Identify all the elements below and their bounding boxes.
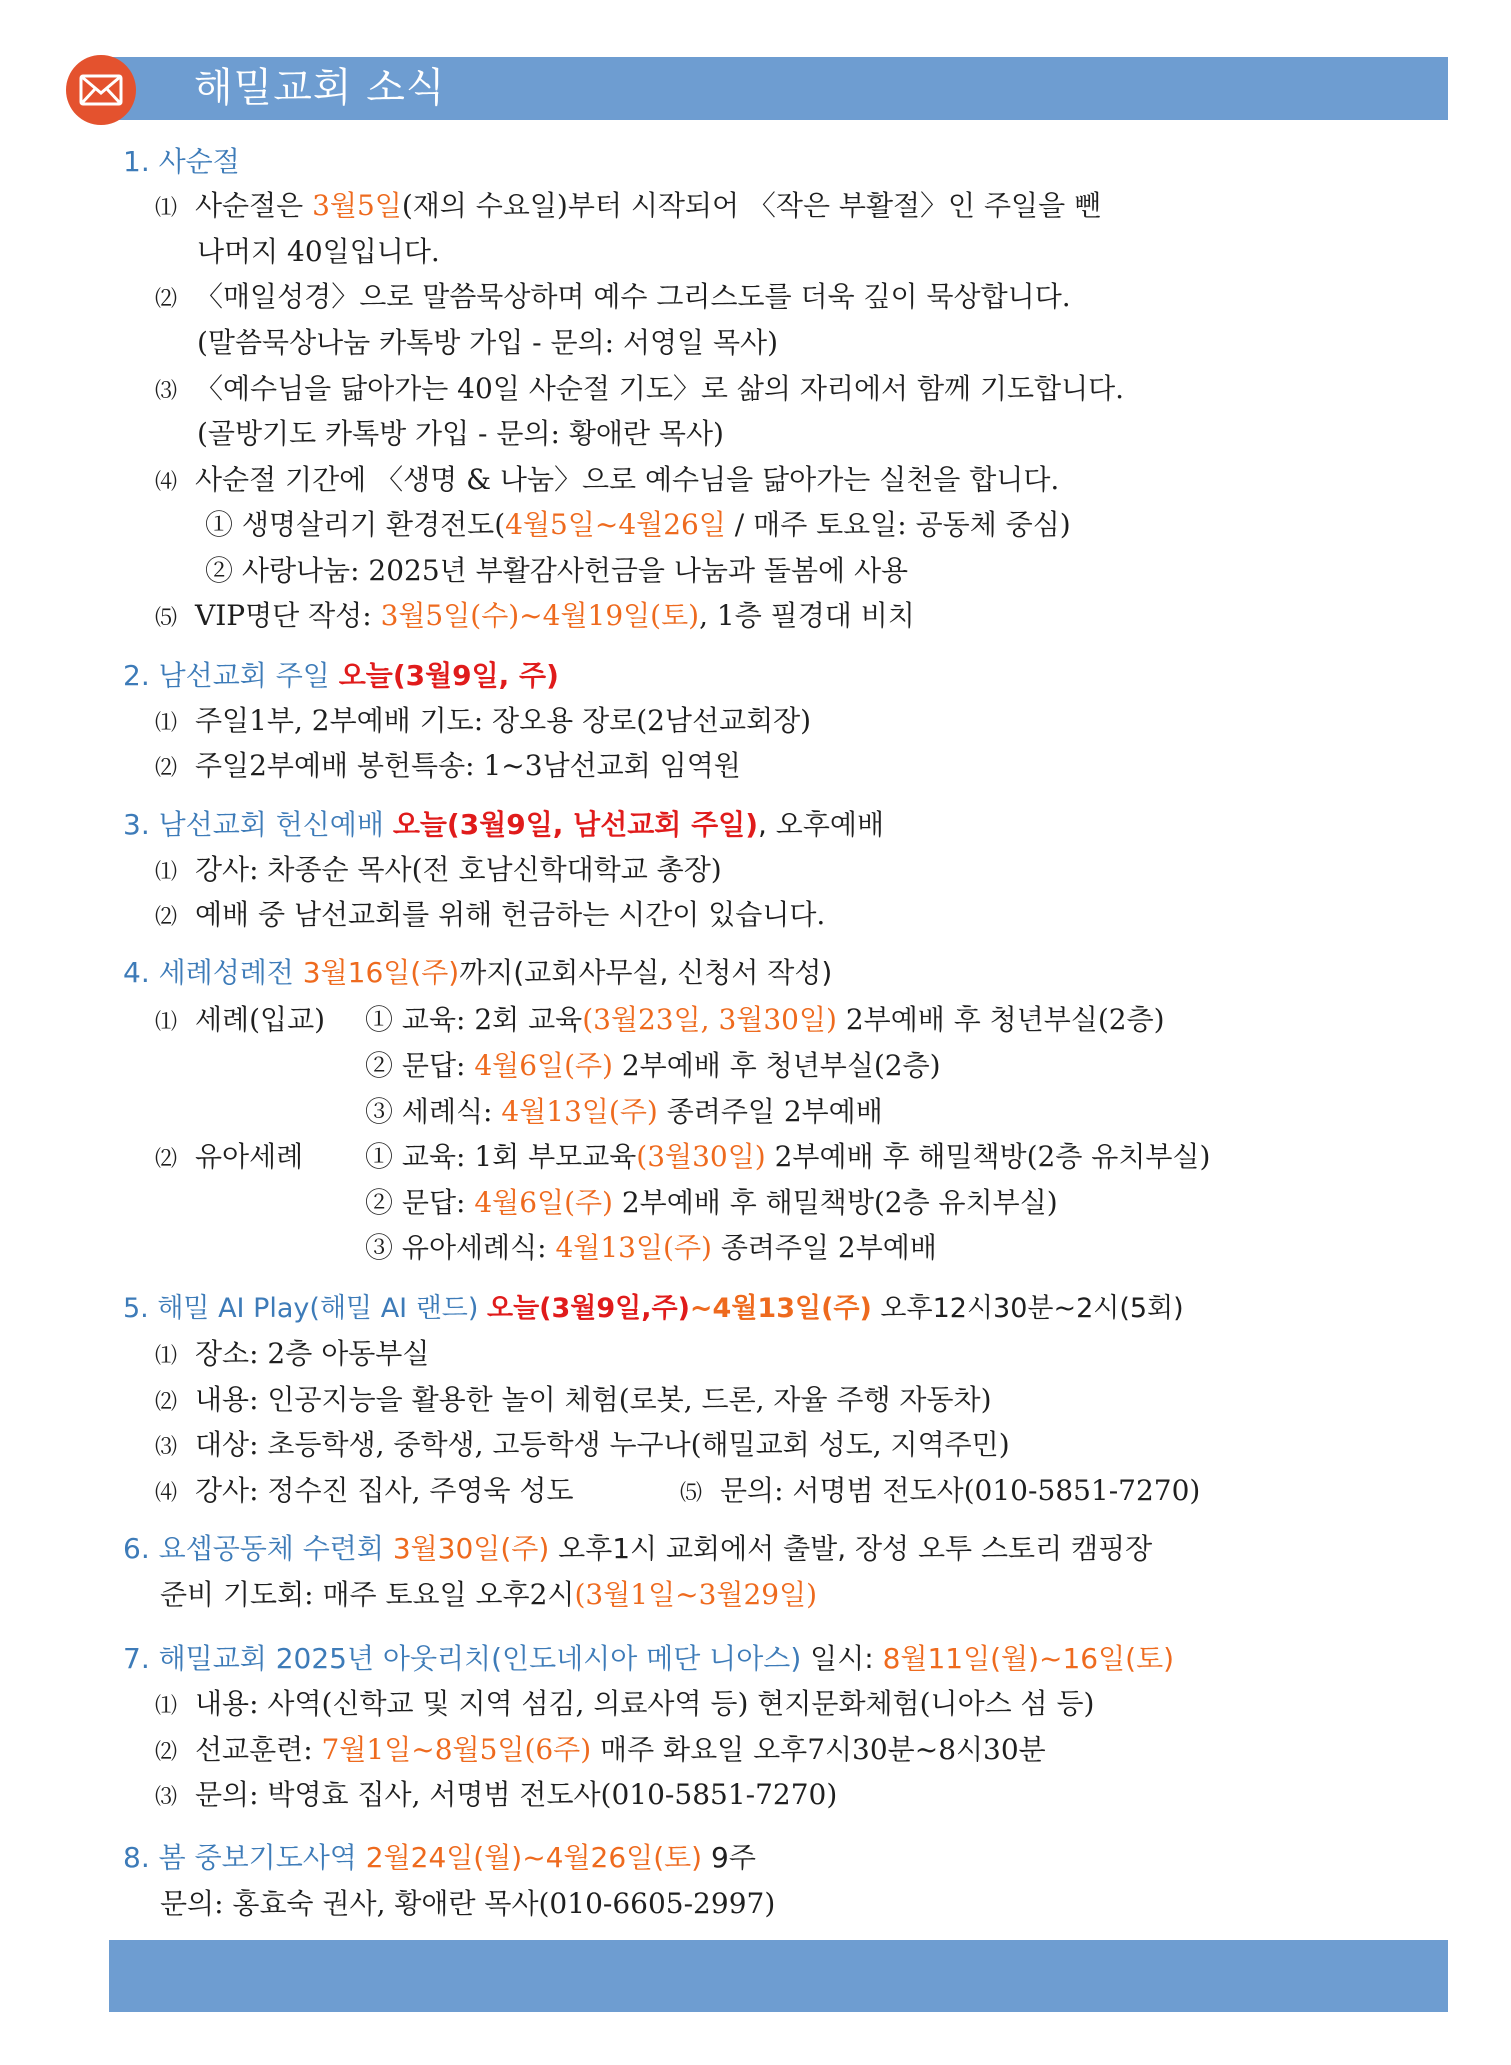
list-item: ⑴ 사순절은 3월5일(재의 수요일)부터 시작되어 〈작은 부활절〉인 주일을 뺀	[155, 189, 1102, 222]
list-item-cont: 나머지 40일입니다.	[197, 235, 440, 268]
sub-item: ③ 유아세례식: 4월13일(주) 종려주일 2부예배	[365, 1231, 937, 1264]
section-title: 7. 해밀교회 2025년 아웃리치(인도네시아 메단 니아스) 일시: 8월11일(월)~16일(토)	[123, 1642, 1175, 1675]
section-title: 5. 해밀 AI Play(해밀 AI 랜드) 오늘(3월9일,주)~4월13일(주) 오후12시30분~2시(5회)	[123, 1293, 1184, 1324]
sub-item: ③ 세례식: 4월13일(주) 종려주일 2부예배	[365, 1095, 883, 1128]
list-item: ⑴ 주일1부, 2부예배 기도: 장오용 장로(2남선교회장)	[155, 704, 812, 737]
list-item: 문의: 홍효숙 권사, 황애란 목사(010-6605-2997)	[160, 1887, 776, 1920]
list-item: 준비 기도회: 매주 토요일 오후2시(3월1일~3월29일)	[160, 1578, 818, 1611]
page-title: 해밀교회 소식	[194, 65, 446, 111]
list-item: ⑶ 〈예수님을 닮아가는 40일 사순절 기도〉로 삶의 자리에서 함께 기도합니다.	[155, 372, 1125, 405]
sub-item: ① 교육: 1회 부모교육(3월30일) 2부예배 후 해밀책방(2층 유치부실)	[365, 1140, 1211, 1173]
list-item: ⑵ 예배 중 남선교회를 위해 헌금하는 시간이 있습니다.	[155, 898, 826, 931]
sub-item: ② 사랑나눔: 2025년 부활감사헌금을 나눔과 돌봄에 사용	[205, 554, 909, 587]
section-title: 2. 남선교회 주일 오늘(3월9일, 주)	[123, 659, 559, 692]
sub-item: ② 문답: 4월6일(주) 2부예배 후 해밀책방(2층 유치부실)	[365, 1186, 1058, 1219]
list-item: ⑵ 내용: 인공지능을 활용한 놀이 체험(로봇, 드론, 자율 주행 자동차)	[155, 1383, 992, 1416]
envelope-icon	[66, 55, 136, 125]
list-item-cont: (말씀묵상나눔 카톡방 가입 - 문의: 서영일 목사)	[197, 326, 779, 359]
list-item: ⑷ 사순절 기간에 〈생명 & 나눔〉으로 예수님을 닮아가는 실천을 합니다.	[155, 463, 1060, 496]
header-bar	[109, 57, 1448, 120]
list-item: ⑵ 〈매일성경〉으로 말씀묵상하며 예수 그리스도를 더욱 깊이 묵상합니다.	[155, 280, 1071, 313]
list-item: ⑴ 내용: 사역(신학교 및 지역 섬김, 의료사역 등) 현지문화체험(니아스 섬 등)	[155, 1687, 1095, 1720]
sub-item: ① 교육: 2회 교육(3월23일, 3월30일) 2부예배 후 청년부실(2층)	[365, 1003, 1165, 1036]
list-item: ⑵ 선교훈련: 7월1일~8월5일(6주) 매주 화요일 오후7시30분~8시30분	[155, 1733, 1046, 1766]
sub-item: ② 문답: 4월6일(주) 2부예배 후 청년부실(2층)	[365, 1049, 941, 1082]
list-item: ⑴ 세례(입교)	[155, 1003, 326, 1036]
list-item-cont: (골방기도 카톡방 가입 - 문의: 황애란 목사)	[197, 417, 724, 450]
list-item: ⑸ 문의: 서명범 전도사(010-5851-7270)	[680, 1474, 1201, 1507]
footer-bar	[109, 1940, 1448, 2012]
section-title: 4. 세례성례전 3월16일(주)까지(교회사무실, 신청서 작성)	[123, 956, 833, 989]
list-item: ⑶ 대상: 초등학생, 중학생, 고등학생 누구나(해밀교회 성도, 지역주민)	[155, 1428, 1010, 1461]
sub-item: ① 생명살리기 환경전도(4월5일~4월26일 / 매주 토요일: 공동체 중심)	[205, 508, 1071, 541]
section-title: 8. 봄 중보기도사역 2월24일(월)~4월26일(토) 9주	[123, 1841, 756, 1874]
list-item: ⑸ VIP명단 작성: 3월5일(수)~4월19일(토), 1층 필경대 비치	[155, 599, 915, 632]
section-title: 6. 요셉공동체 수련회 3월30일(주) 오후1시 교회에서 출발, 장성 오투 스토리 캠핑장	[123, 1532, 1153, 1565]
list-item: ⑶ 문의: 박영효 집사, 서명범 전도사(010-5851-7270)	[155, 1778, 838, 1811]
list-item: ⑴ 장소: 2층 아동부실	[155, 1337, 430, 1370]
list-item: ⑵ 주일2부예배 봉헌특송: 1~3남선교회 임역원	[155, 749, 741, 782]
list-item: ⑵ 유아세례	[155, 1140, 304, 1173]
section-title: 1. 사순절	[123, 145, 240, 178]
list-item: ⑷ 강사: 정수진 집사, 주영욱 성도	[155, 1474, 574, 1507]
list-item: ⑴ 강사: 차종순 목사(전 호남신학대학교 총장)	[155, 853, 722, 886]
section-title: 3. 남선교회 헌신예배 오늘(3월9일, 남선교회 주일), 오후예배	[123, 808, 884, 841]
